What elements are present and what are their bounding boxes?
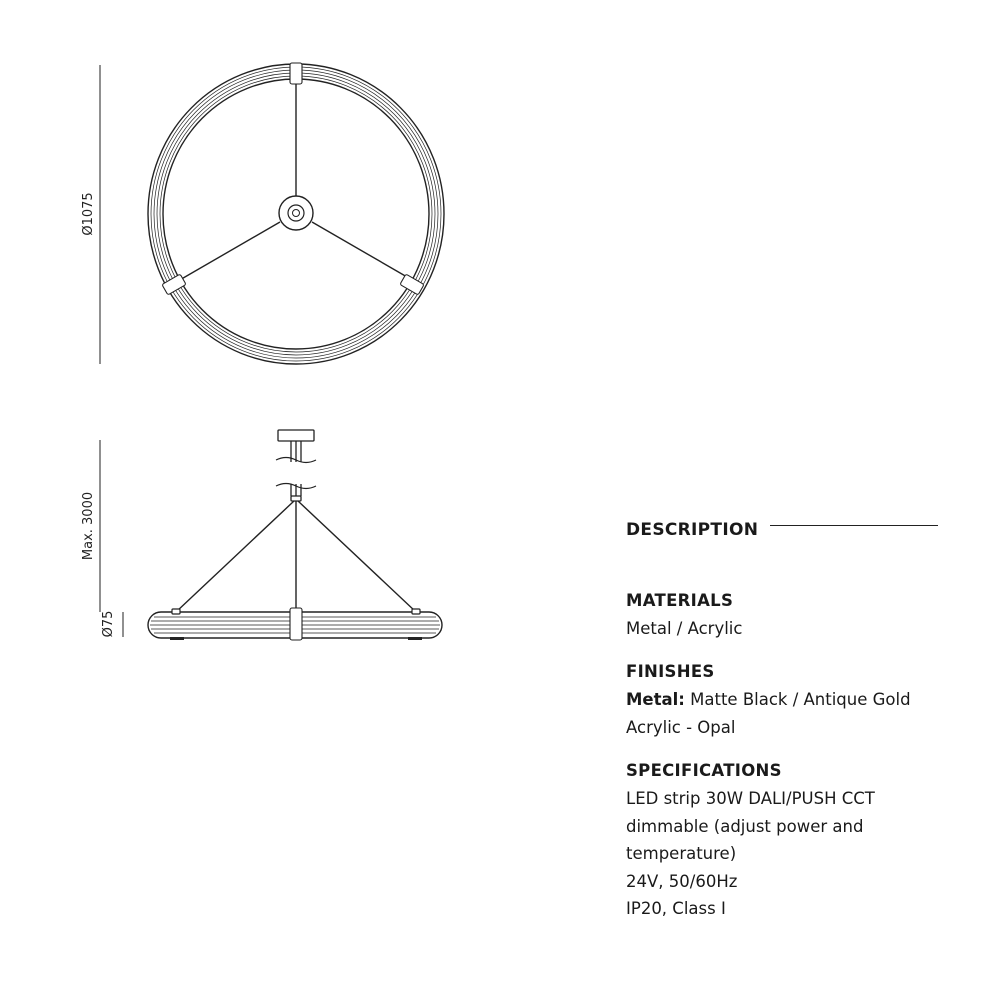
materials-line: Metal / Acrylic — [626, 619, 743, 638]
ring-profile — [148, 608, 442, 640]
specifications-section — [626, 757, 976, 923]
specifications-line: dimmable (adjust power and — [626, 816, 864, 836]
ceiling-canopy — [276, 430, 316, 501]
description-title: DESCRIPTION — [626, 520, 759, 540]
diameter-label: Ø1075 — [81, 192, 96, 236]
description-rule — [770, 525, 938, 526]
specifications-line: LED strip 30W DALI/PUSH CCT — [626, 789, 875, 808]
top-view — [100, 63, 444, 364]
ring-height-label: Ø75 — [101, 610, 116, 638]
specifications-line: temperature) — [626, 844, 737, 863]
max-height-label: Max. 3000 — [81, 491, 96, 561]
specifications-title: SPECIFICATIONS — [626, 761, 782, 780]
finishes-acrylic-line: Acrylic - Opal — [626, 717, 736, 737]
materials-section — [626, 587, 976, 643]
suspension-cables-top — [178, 80, 414, 281]
side-view — [100, 430, 442, 640]
finishes-metal-line — [626, 686, 976, 714]
finishes-metal-label: Metal: — [626, 690, 685, 709]
center-hub — [279, 196, 313, 230]
suspension-cables-side — [176, 501, 416, 612]
finishes-section — [626, 658, 976, 741]
finishes-metal-value: Matte Black / Antique Gold — [690, 690, 911, 709]
description-header — [626, 520, 946, 544]
finishes-title: FINISHES — [626, 662, 715, 681]
specifications-line: IP20, Class I — [626, 899, 726, 918]
specifications-line: 24V, 50/60Hz — [626, 871, 738, 891]
materials-title: MATERIALS — [626, 591, 734, 610]
